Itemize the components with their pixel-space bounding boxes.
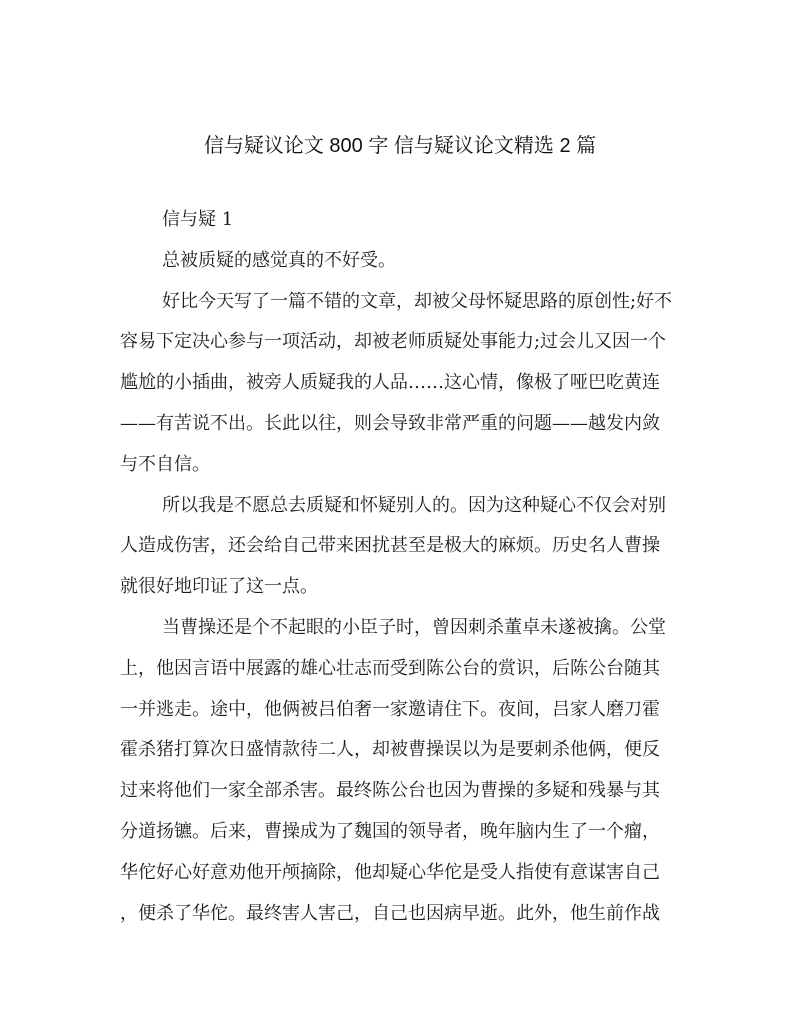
paragraph-line: 上，他因言语中展露的雄心壮志而受到陈公台的赏识，后陈公台随其 [120,657,660,679]
paragraph-line: 总被质疑的感觉真的不好受。 [162,249,396,271]
paragraph-line: 过来将他们一家全部杀害。最终陈公台也因为曹操的多疑和残暴与其 [120,780,660,802]
document-body [120,200,688,934]
paragraph-line: 所以我是不愿总去质疑和怀疑别人的。因为这种疑心不仅会对别 [162,494,666,516]
paragraph-line: ——有苦说不出。长此以往，则会导致非常严重的问题——越发内敛 [120,412,660,434]
paragraph-line: 尴尬的小插曲，被旁人质疑我的人品……这心情，像极了哑巴吃黄连 [120,372,660,394]
paragraph-line: 当曹操还是个不起眼的小臣子时，曾因刺杀董卓未遂被擒。公堂 [162,616,666,638]
section-heading: 信与疑 1 [162,209,234,230]
paragraph-line: 人造成伤害，还会给自己带来困扰甚至是极大的麻烦。历史名人曹操 [120,535,660,557]
paragraph-line: 一并逃走。途中，他俩被吕伯奢一家邀请住下。夜间，吕家人磨刀霍 [120,698,660,720]
paragraph-line: 与不自信。 [120,453,210,475]
paragraph-line: ，便杀了华佗。最终害人害己，自己也因病早逝。此外，他生前作战 [120,902,660,924]
document-title: 信与疑议论文 800 字 信与疑议论文精选 2 篇 [203,135,597,157]
paragraph-line: 分道扬镳。后来，曹操成为了魏国的领导者，晚年脑内生了一个瘤， [120,820,660,842]
paragraph-line: 华佗好心好意劝他开颅摘除，他却疑心华佗是受人指使有意谋害自己 [120,861,660,883]
paragraph-line: 好比今天写了一篇不错的文章，却被父母怀疑思路的原创性;好不 [162,290,673,312]
paragraph-line: 就很好地印证了这一点。 [120,576,318,598]
paragraph-line: 霍杀猪打算次日盛情款待二人，却被曹操误以为是要刺杀他俩，便反 [120,739,660,761]
paragraph-line: 容易下定决心参与一项活动，却被老师质疑处事能力;过会儿又因一个 [120,331,667,353]
